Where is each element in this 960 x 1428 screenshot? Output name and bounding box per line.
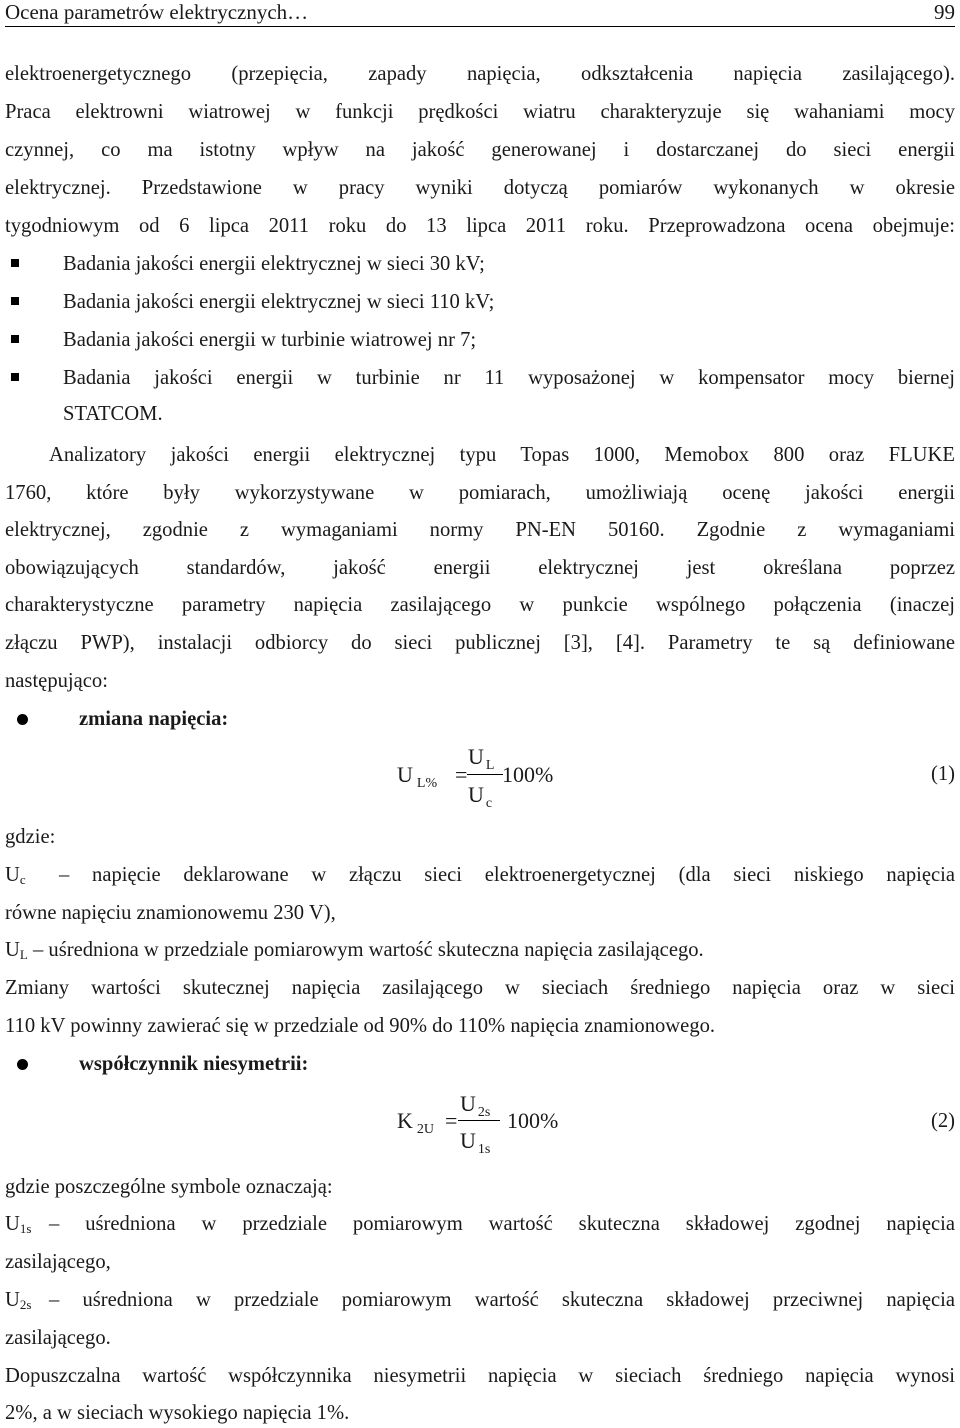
param1-note: Zmiany wartości skutecznej napięcia zasilającego w sieciach średniego napięcia oraz w sieci	[5, 977, 955, 999]
intro-line: czynnej, co ma istotny wpływ na jakość generowanej i dostarczanej do sieci energii	[5, 139, 955, 161]
param1-label: zmiana napięcia:	[79, 708, 229, 730]
ul-definition: $U_L$ – uśredniona w przedziale pomiarowym wartość skuteczna napięcia zasilającego.	[5, 939, 704, 962]
list-item: Badania jakości energii elektrycznej w sieci 30 kV;	[63, 253, 485, 275]
eq2-denominator: U $_{1s}$	[460, 1128, 491, 1157]
page-number: 99	[934, 0, 955, 24]
eq2-factor: 100%	[507, 1108, 559, 1133]
analyzers-line: złączu PWP), instalacji odbiorcy do sieci publicznej [3], [4]. Parametry te są definiowane	[5, 632, 955, 654]
analyzers-line: charakterystyczne parametry napięcia zasilającego w punkcie wspólnego połączenia (inaczej	[5, 594, 955, 616]
param2-label: współczynnik niesymetrii:	[79, 1053, 309, 1075]
eq1-denominator: U $_c$	[468, 782, 493, 811]
u2s-definition: – uśredniona w przedziale pomiarowym wartość skuteczna składowej przeciwnej napięcia	[49, 1289, 955, 1311]
eq2-number: (2)	[930, 1110, 955, 1132]
round-bullet-icon	[17, 714, 28, 725]
param1-note: 110 kV powinny zawierać się w przedziale od 90% do 110% napięcia znamionowego.	[5, 1015, 716, 1037]
list-item-continuation: STATCOM.	[63, 403, 163, 425]
list-item: Badania jakości energii elektrycznej w sieci 110 kV;	[63, 291, 495, 313]
analyzers-line: elektrycznej, zgodnie z wymaganiami normy PN-EN 50160. Zgodnie z wymaganiami	[5, 519, 955, 541]
analyzers-line: Analizatory jakości energii elektrycznej typu Topas 1000, Memobox 800 oraz FLUKE	[49, 444, 955, 466]
square-bullet-icon	[11, 335, 19, 343]
eq1-equals: =	[455, 762, 468, 787]
list-item: Badania jakości energii w turbinie nr 11 wyposażonej w kompensator mocy biernej	[63, 367, 955, 389]
param2-note: 2%, a w sieciach wysokiego napięcia 1%.	[5, 1402, 350, 1424]
where-label: gdzie:	[5, 826, 56, 848]
intro-line: Praca elektrowni wiatrowej w funkcji prędkości wiatru charakteryzuje się wahaniami mocy	[5, 101, 955, 123]
eq2-lhs: K $_{2U}$	[397, 1108, 435, 1137]
square-bullet-icon	[11, 373, 19, 381]
running-header	[5, 0, 955, 27]
eq1-number: (1)	[930, 763, 955, 785]
u1s-definition-continuation: zasilającego,	[5, 1251, 111, 1273]
eq1-numerator: U $_L$	[468, 744, 495, 773]
u1s-definition: – uśredniona w przedziale pomiarowym wartość skuteczna składowej zgodnej napięcia	[49, 1213, 955, 1235]
eq1-factor: 100%	[502, 762, 554, 787]
list-item: Badania jakości energii w turbinie wiatrowej nr 7;	[63, 329, 477, 351]
analyzers-line: następująco:	[5, 670, 108, 692]
eq2-numerator: U $_{2s}$	[460, 1091, 491, 1120]
analyzers-line: 1760, które były wykorzystywane w pomiarach, umożliwiają ocenę jakości energii	[5, 482, 955, 504]
u1s-symbol: $U_{1s}$	[5, 1213, 32, 1236]
analyzers-line: obowiązujących standardów, jakość energii elektrycznej jest określana poprzez	[5, 557, 955, 579]
fraction-bar	[458, 1120, 500, 1121]
uc-definition-continuation: równe napięciu znamionowemu 230 V),	[5, 902, 336, 924]
eq1-lhs: U $_{L\%}$	[397, 762, 438, 791]
uc-definition: – napięcie deklarowane w złączu sieci elektroenergetycznej (dla sieci niskiego napięcia	[59, 864, 955, 886]
round-bullet-icon	[17, 1059, 28, 1070]
document-page	[5, 0, 955, 1428]
where-label: gdzie poszczególne symbole oznaczają:	[5, 1176, 333, 1198]
intro-line: tygodniowym od 6 lipca 2011 roku do 13 lipca 2011 roku. Przeprowadzona ocena obejmuje:	[5, 215, 955, 237]
header-title: Ocena parametrów elektrycznych…	[5, 0, 309, 24]
u2s-symbol: $U_{2s}$	[5, 1289, 32, 1312]
u2s-definition-continuation: zasilającego.	[5, 1327, 111, 1349]
param2-note: Dopuszczalna wartość współczynnika niesymetrii napięcia w sieciach średniego napięcia wynosi	[5, 1365, 955, 1387]
fraction-bar	[467, 774, 503, 775]
intro-line: elektrycznej. Przedstawione w pracy wyniki dotyczą pomiarów wykonanych w okresie	[5, 177, 955, 199]
intro-line: elektroenergetycznego (przepięcia, zapady napięcia, odkształcenia napięcia zasilającego).	[5, 63, 955, 85]
uc-symbol: $U_c$	[5, 864, 26, 887]
eq2-equals: =	[445, 1108, 458, 1133]
square-bullet-icon	[11, 259, 19, 267]
square-bullet-icon	[11, 297, 19, 305]
